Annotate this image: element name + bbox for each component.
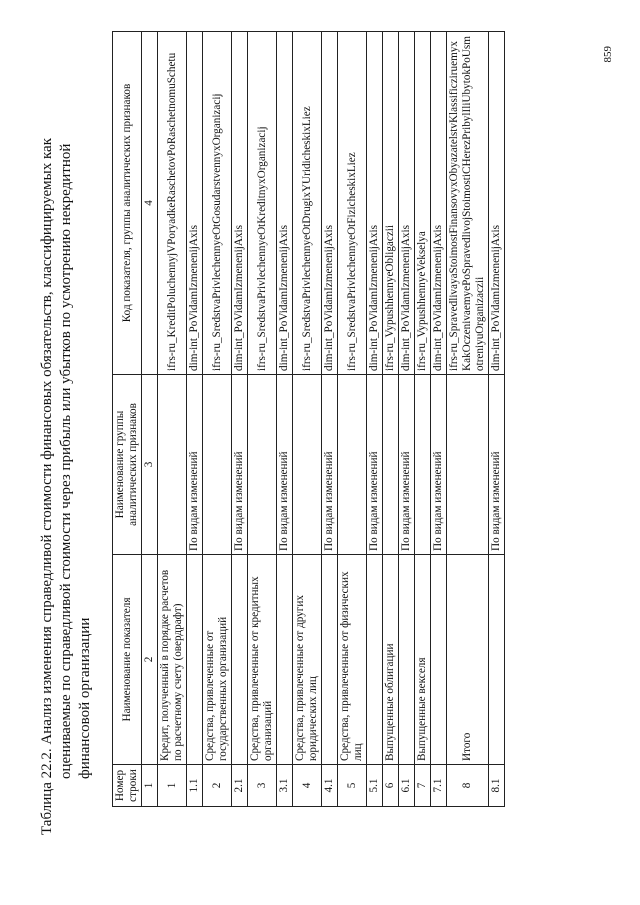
group-name: По видам изменений [277,375,293,555]
table-row [367,32,383,807]
row-number: 6.1 [399,765,415,807]
group-name [293,375,322,555]
group-name: По видам изменений [187,375,203,555]
column-index: 1 [142,765,158,807]
table-row [203,32,232,807]
indicator-name [367,555,383,765]
row-number: 2.1 [232,765,248,807]
indicator-name [232,555,248,765]
row-number: 4.1 [322,765,338,807]
column-index: 4 [142,32,158,375]
indicator-code: dim-int_PoVidamIzmenenijAxis [187,32,203,375]
group-name: По видам изменений [489,375,505,555]
indicator-code: dim-int_PoVidamIzmenenijAxis [232,32,248,375]
caption-line-2: оцениваемые по справедливой стоимости через прибыль или убытков по усмотрению некредитной [58,143,74,779]
analysis-table [112,31,505,807]
row-number: 8.1 [489,765,505,807]
indicator-name: Выпущенные векселя [415,555,431,765]
table-row [399,32,415,807]
indicator-name: Выпущенные облигации [383,555,399,765]
caption-line-1: Таблица 22.2. Анализ изменения справедливой стоимости финансовых обязательств, классифицируемых как [39,138,55,835]
table-row [447,32,489,807]
group-name [447,375,489,555]
indicator-code: ifrs-ru_SredstvaPrivlechennyeOtGosudarstvennyxOrganizacij [203,32,232,375]
row-number: 4 [293,765,322,807]
group-name [158,375,187,555]
column-index: 3 [142,375,158,555]
indicator-name [277,555,293,765]
indicator-name [322,555,338,765]
header-indicator-name: Наименование показателя [113,555,142,765]
table-row [383,32,399,807]
indicator-name [431,555,447,765]
row-number: 3 [248,765,277,807]
row-number: 6 [383,765,399,807]
indicator-name: Средства, привлеченные от государственных организаций [203,555,232,765]
row-number: 5 [338,765,367,807]
indicator-name [489,555,505,765]
table-row [338,32,367,807]
group-name [248,375,277,555]
indicator-name [399,555,415,765]
caption-line-3: финансовой организации [77,617,93,779]
group-name: По видам изменений [367,375,383,555]
indicator-code: ifrs-ru_SredstvaPrivlechennyeOtKreditnyxOrganizacij [248,32,277,375]
header-row-number: Номер строки [113,765,142,807]
group-name [415,375,431,555]
column-index: 2 [142,555,158,765]
indicator-code: ifrs-ru_SredstvaPrivlechennyeOtDrugixYUridicheskixLiez [293,32,322,375]
indicator-name: Итого [447,555,489,765]
group-name: По видам изменений [431,375,447,555]
row-number: 5.1 [367,765,383,807]
table-row [489,32,505,807]
indicator-name [187,555,203,765]
page-number: 859 [602,46,614,63]
row-number: 7 [415,765,431,807]
indicator-code: ifrs-ru_SredstvaPrivlechennyeOtFizicheskixLiez [338,32,367,375]
table-caption [38,55,95,835]
table-row [293,32,322,807]
group-name: По видам изменений [322,375,338,555]
header-code: Код показателя, группы аналитических признаков [113,32,142,375]
indicator-code: ifrs-ru_VypushhennyeObligaczii [383,32,399,375]
table-row [187,32,203,807]
group-name [203,375,232,555]
header-group-name: Наименование группы аналитических признаков [113,375,142,555]
indicator-code: dim-int_PoVidamIzmenenijAxis [367,32,383,375]
indicator-name: Средства, привлеченные от кредитных организаций [248,555,277,765]
table-row [415,32,431,807]
table-row [248,32,277,807]
table-row [232,32,248,807]
row-number: 2 [203,765,232,807]
group-name: По видам изменений [399,375,415,555]
indicator-code: dim-int_PoVidamIzmenenijAxis [399,32,415,375]
indicator-code: ifrs-ru_KreditPoluchennyjVPoryadkeRaschetovPoRaschetnomuSchetu [158,32,187,375]
row-number: 1.1 [187,765,203,807]
indicator-name: Кредит, полученный в порядке расчетов по расчетному счету (овердрафт) [158,555,187,765]
group-name [383,375,399,555]
indicator-name: Средства, привлеченные от физических лиц [338,555,367,765]
indicator-code: dim-int_PoVidamIzmenenijAxis [277,32,293,375]
group-name [338,375,367,555]
indicator-code: ifrs-ru_VypushhennyeVekselya [415,32,431,375]
table-row [158,32,187,807]
table-row [431,32,447,807]
row-number: 3.1 [277,765,293,807]
table-row [277,32,293,807]
indicator-code: dim-int_PoVidamIzmenenijAxis [322,32,338,375]
indicator-code: ifrs-ru_SpravedlivayaStoimostFinansovyxObyazatelstvKlassificziruemyxKakOczenivaemyePoSpravedlivojStoimostiCHerezPribylIliUbytokPoUsmotreniyuOrganizaczii [447,32,489,375]
table-row [322,32,338,807]
group-name: По видам изменений [232,375,248,555]
indicator-code: dim-int_PoVidamIzmenenijAxis [431,32,447,375]
row-number: 8 [447,765,489,807]
row-number: 7.1 [431,765,447,807]
indicator-code: dim-int_PoVidamIzmenenijAxis [489,32,505,375]
row-number: 1 [158,765,187,807]
indicator-name: Средства, привлеченные от других юридических лиц [293,555,322,765]
